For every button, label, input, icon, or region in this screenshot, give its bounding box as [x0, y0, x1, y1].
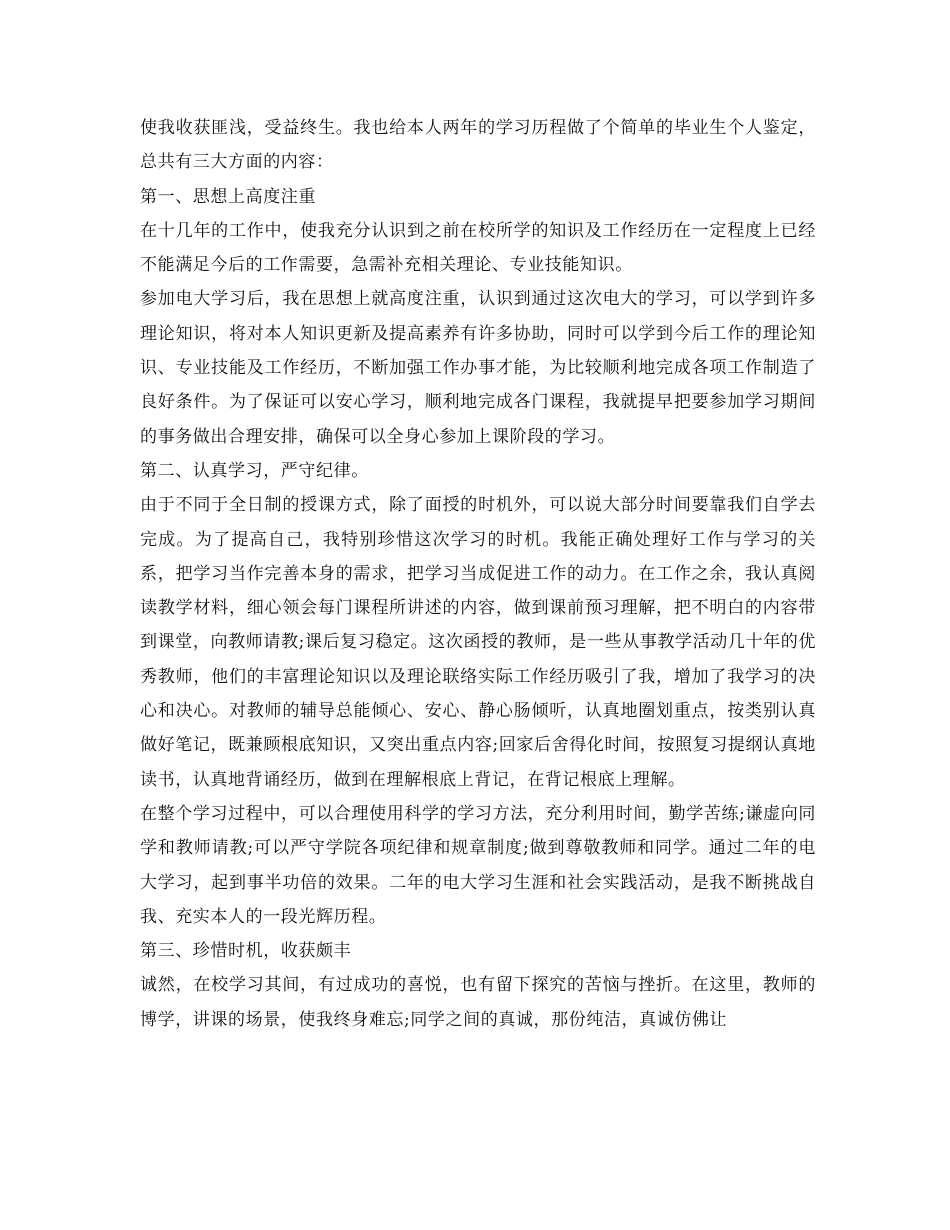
section-heading-1: 第一、思想上高度注重: [140, 186, 316, 207]
section-heading-2: 第二、认真学习，严守纪律。: [140, 460, 369, 481]
document-body: [140, 111, 816, 1037]
paragraph-intro: 使我收获匪浅，受益终生。我也给本人两年的学习历程做了个简单的毕业生个人鉴定，总共有三大方面的内容：: [140, 118, 816, 173]
paragraph-study-attitude: 参加电大学习后，我在思想上就高度注重，认识到通过这次电大的学习，可以学到许多理论知识，将对本人知识更新及提高素养有许多协助，同时可以学到今后工作的理论知识、专业技能及工作经历，不断加强工作办事才能，为比较顺利地完成各项工作制造了良好条件。为了保证可以安心学习，顺利地完成各门课程，我就提早把要参加学习期间的事务做出合理安排，确保可以全身心参加上课阶段的学习。: [140, 289, 816, 447]
paragraph-reflection: 诚然，在校学习其间，有过成功的喜悦，也有留下探究的苦恼与挫折。在这里，教师的博学，讲课的场景，使我终身难忘;同学之间的真诚，那份纯洁，真诚仿佛让: [140, 975, 816, 1030]
paragraph-study-method: 由于不同于全日制的授课方式，除了面授的时机外，可以说大部分时间要靠我们自学去完成。为了提高自己，我特别珍惜这次学习的时机。我能正确处理好工作与学习的关系，把学习当作完善本身的需求，把学习当成促进工作的动力。在工作之余，我认真阅读教学材料，细心领会每门课程所讲述的内容，做到课前预习理解，把不明白的内容带到课堂，向教师请教;课后复习稳定。这次函授的教师，是一些从事教学活动几十年的优秀教师，他们的丰富理论知识以及理论联络实际工作经历吸引了我，增加了我学习的决心和决心。对教师的辅导总能倾心、安心、静心肠倾听，认真地圈划重点，按类别认真做好笔记，既兼顾根底知识，又突出重点内容;回家后舍得化时间，按照复习提纲认真地读书，认真地背诵经历，做到在理解根底上背记，在背记根底上理解。: [140, 495, 816, 790]
paragraph-work-experience: 在十几年的工作中，使我充分认识到之前在校所学的知识及工作经历在一定程度上已经不能满足今后的工作需要，急需补充相关理论、专业技能知识。: [140, 220, 816, 276]
paragraph-study-process: 在整个学习过程中，可以合理使用科学的学习方法，充分利用时间，勤学苦练;谦虚向同学和教师请教;可以严守学院各项纪律和规章制度;做到尊敬教师和同学。通过二年的电大学习，起到事半功倍的效果。二年的电大学习生涯和社会实践活动，是我不断挑战自我、充实本人的一段光辉历程。: [140, 803, 816, 927]
section-heading-3: 第三、珍惜时机，收获颇丰: [140, 941, 352, 962]
